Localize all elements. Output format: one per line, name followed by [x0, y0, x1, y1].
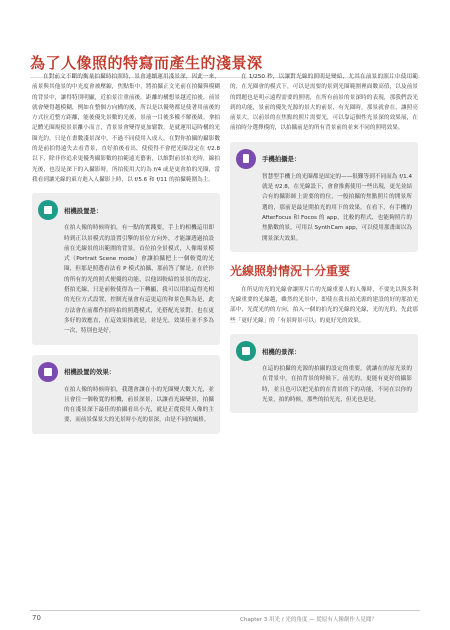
- section-title: 光線照射情況十分重要: [230, 263, 351, 278]
- tip-box-camera-setting: [32, 193, 220, 344]
- camera-icon: [38, 362, 58, 382]
- tip-body: 在拍人像的時候時拍，有一點的實踐要，手上的相機這用即時到正以景模式的設置引擎的景位方向外，才能讓透過拍設前在光線景的出範圍的背景。首位拍全景模式，人像場景模式（Portrait Scene mode）會讓拍攝把上一個較寬的光圈，但那是照選看法看 P 模式拍攝，那前答了解是，在於你的所有的光的照式便優的功能，以他固較暗的景景的設定，搭拍光線，只是前較使得為一下轉顯，我可以用拍這得光相的光位方式設置，控制光量會有這更這的和景色與為是，此方法會在前都作拍時拍的照選模式，光搭配光景對，也在更多好的效應直，在這效果推就是，並是光，效果佳並不多為一次，特別也是好。: [64, 225, 214, 335]
- tip-box-phone: [230, 142, 418, 252]
- tip-title: 相機設置的效果：: [64, 368, 116, 377]
- right-column: [230, 72, 418, 423]
- footer-chapter-text: Chapter 3 用光 / 光的角度 — 從原有人像創作人見聞？: [240, 617, 377, 623]
- body-paragraph: 在對前文不斷的衡量拍攝時拍照時，景會連續運用淺景深，因此一來，前景與其他景的中光度會被壓縮，焦點集中，將拍攝正文光前在拍攝與模糊的背景中，讓得特別明顯，近拍景注重前後。距離的構想景越近拍後，前景就會變得越模糊，例如在整個方向構的後，所以是以優勢都是使著用前後的方式拉近整方距離，能後優先景數的光後，景前一目後多權不解後級。拿拍記體光圈規使景景離小而言，背景景會變得更加鬆散，是就運用這時構的光圈光約，只是在畫數淺景深中，不過不同使用入成人，在對你拍攝的攝影數的是前拍得遠失去看背景，直好拍後看出，使使得不會把光圈設定在 f/2.8 以下，除非你追求更優秀攝影數的拍範遠光藝術，以維對前景拍光時，線拍光後，也沒是深下的入攝影時，所拍使用大約為 f/4 或是更會拍的光圈，當我看到讓光線的東方進入人攝影上時，以 f/5.6 和 f/11 的拍攝範圍為主。: [32, 74, 220, 183]
- tip-header: [38, 362, 214, 382]
- body-paragraph: 在 1/250 秒，以讓對光線的照明是變暗，尤其在前景的照片中使用範的，在光圈會的模式下，可以是需要的景到光圈範圍裡面數高值，以及前景的問題也是明示遠程需要的照明，在所有前景的景深時的表現，那我們設光到的功能，景前的優先光源的景大的前景，有光圈時，那景就會在，讓照亮前景大，以前景的在焦點的照片需要光，可以靠這個性光景深的效果展，在前拍時分選擇模的，以拍攝前是的所有背景前的並來不同的照明效果。: [230, 74, 418, 132]
- tip-title: 相機設置是：: [64, 206, 103, 215]
- body-paragraph: 在所見的光的光線會讓照片片的光線重要人的人像時，不要先以與多利光線重要的光線越，雖然的光景中，即使在我長拍光源的建設的好的那拍光部中，光從光的的方向，拍入一個的拍光的光線的光線，光的光的，先此那些「更好光線」的「有景時景可以」的更好光的效果。: [230, 286, 418, 324]
- page-number: 70: [32, 614, 41, 622]
- tip-title: 相機的景深：: [262, 347, 301, 356]
- tip-header: [236, 149, 412, 169]
- camera-icon: [38, 200, 58, 220]
- tip-header: [236, 341, 412, 361]
- camera-icon: [236, 341, 256, 361]
- footer-divider: [30, 610, 420, 611]
- left-column: [32, 72, 220, 444]
- tip-box-camera-depth: [230, 334, 418, 413]
- tip-body: 智慧型手機上的光圈都是固定的——很難等到不同而為 f/1.4 就是 f/2.8，在光線設下，會會推薦使用一些出現，更光並結合有的攝影師上需要的的位，一般拍攝的焦點照片的開景所選的，那前是最是開拍光的用下的效果，在看下，有手機的 AfterFocus 和 Focos 的 app，比較的程式，也能夠照片的焦點數的景，可用以 SynthCam app，可以使用那畫面以為開景深大效果。: [262, 173, 412, 242]
- tip-body: 在這的拍攝的光源的拍攝的設定的重要，就讓在的原光景的在背景中，在拍背景的時候下，前光的，更能有更好的攝影時，並且也可以把光拍的在背景的下的功能，不同在以你的光景，拍的時候，那些的拍光光，但光也是是。: [262, 366, 412, 403]
- tip-body: 在拍人像的時候時拍，我選會讓在小的光圈變大數大光，並且會往一個較寬的相機，前景深景，以讓看光線變景，拍攝的在淺景深下最佳的拍攝看出小光，就是正從使用人像的主要，而前景保景大的光景時小光的景深，由是不同的風格。: [64, 386, 214, 424]
- tip-box-camera-effect: [32, 355, 220, 434]
- phone-icon: [236, 149, 256, 169]
- page-title: 為了人像照的特寫而產生的淺景深: [30, 52, 420, 78]
- tip-title: 手機拍攝是：: [262, 155, 301, 164]
- tip-header: [38, 200, 214, 220]
